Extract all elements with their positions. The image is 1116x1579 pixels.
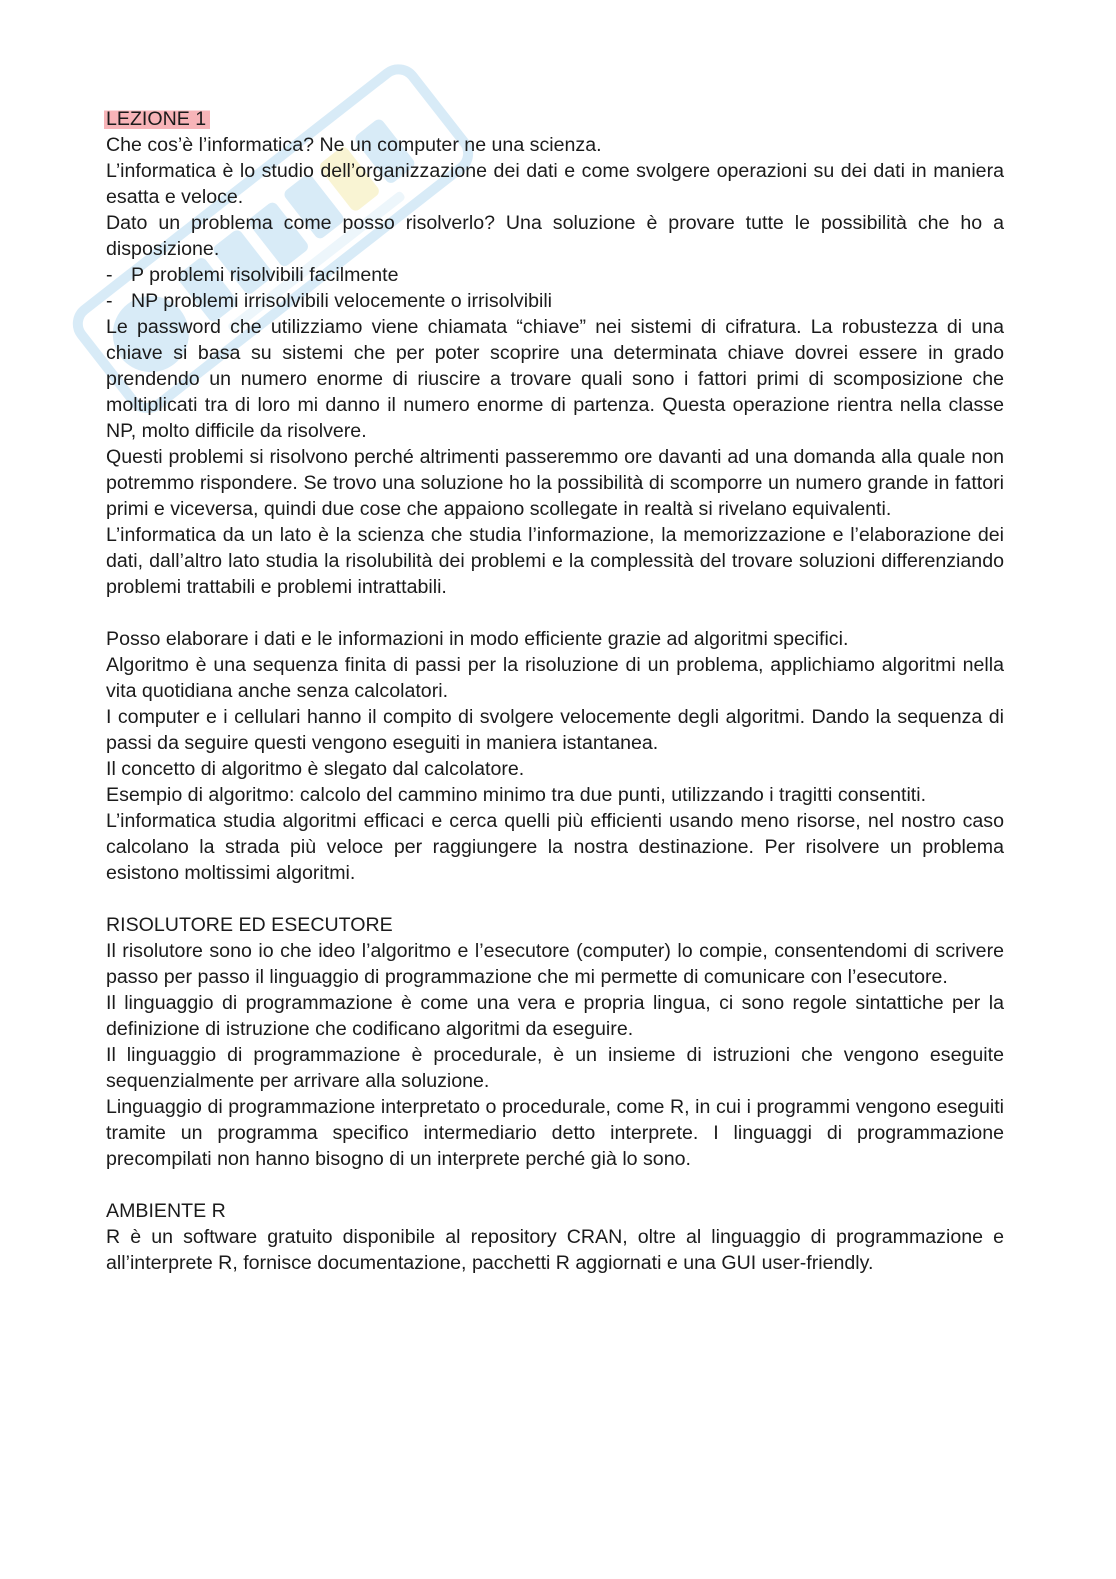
intro-question: Che cos’è l’informatica? Ne un computer ne una scienza. — [106, 134, 602, 156]
section-spacer — [106, 1172, 1004, 1198]
document-page — [106, 106, 1004, 1276]
interpreter-paragraph: Linguaggio di programmazione interpretato o procedurale, come R, in cui i programmi vengono eseguiti tramite un programma specifico intermediario detto interprete. I linguaggi di programmazione precompilati non hanno bisogno di un interprete perché già lo sono. — [106, 1096, 1004, 1170]
informatics-paragraph: L’informatica da un lato è la scienza che studia l’informazione, la memorizzazione e l’elaborazione dei dati, dall’altro lato studia la risolubilità dei problemi e la complessità del trovare soluzioni differenziando problemi trattabili e problemi intrattabili. — [106, 524, 1004, 598]
problems-paragraph: Questi problemi si risolvono perché altrimenti passeremmo ore davanti ad una domanda alla quale non potremmo rispondere. Se trovo una soluzione ho la possibilità di scomporre un numero grande in fattori primi e viceversa, quindi due cose che appaiono scollegate in realtà si rivelano equivalenti. — [106, 446, 1004, 520]
list-item-text: P problemi risolvibili facilmente — [131, 264, 399, 286]
list-item — [106, 262, 1004, 288]
algorithm-definition: Algoritmo è una sequenza finita di passi per la risoluzione di un problema, applichiamo algoritmi nella vita quotidiana anche senza calcolatori. — [106, 654, 1004, 702]
procedural-paragraph: Il linguaggio di programmazione è procedurale, è un insieme di istruzioni che vengono eseguite sequenzialmente per arrivare alla soluzione. — [106, 1044, 1004, 1092]
efficiency-paragraph: L’informatica studia algoritmi efficaci e cerca quelli più efficienti usando meno risorse, nel nostro caso calcolano la strada più veloce per raggiungere la nostra destinazione. Per risolvere un problema esistono moltissimi algoritmi. — [106, 810, 1004, 884]
risolutore-paragraph: Il risolutore sono io che ideo l’algoritmo e l’esecutore (computer) lo compie, consentendomi di scrivere passo per passo il linguaggio di programmazione che mi permette di comunicare con l’esecutore. — [106, 940, 1004, 988]
problem-paragraph: Dato un problema come posso risolverlo? Una soluzione è provare tutte le possibilità che ho a disposizione. — [106, 212, 1004, 260]
algorithms-intro: Posso elaborare i dati e le informazioni in modo efficiente grazie ad algoritmi specifici. — [106, 628, 849, 650]
definition-paragraph: L’informatica è lo studio dell’organizzazione dei dati e come svolgere operazioni su dei dati in maniera esatta e veloce. — [106, 160, 1004, 208]
algorithm-concept: Il concetto di algoritmo è slegato dal calcolatore. — [106, 758, 525, 780]
lesson-title: LEZIONE 1 — [104, 106, 210, 132]
section-spacer — [106, 886, 1004, 912]
section-heading-risolutore: RISOLUTORE ED ESECUTORE — [106, 914, 393, 936]
algorithm-example: Esempio di algoritmo: calcolo del cammino minimo tra due punti, utilizzando i tragitti consentiti. — [106, 784, 927, 806]
section-spacer — [106, 600, 1004, 626]
list-item-text: NP problemi irrisolvibili velocemente o irrisolvibili — [131, 290, 553, 312]
section-heading-ambiente: AMBIENTE R — [106, 1200, 226, 1222]
computers-paragraph: I computer e i cellulari hanno il compito di svolgere velocemente degli algoritmi. Dando la sequenza di passi da seguire questi vengono eseguiti in maniera istantanea. — [106, 706, 1004, 754]
list-item — [106, 288, 1004, 314]
lesson-title-line — [106, 106, 1004, 132]
bullet-dash: - — [106, 290, 113, 312]
language-paragraph: Il linguaggio di programmazione è come una vera e propria lingua, ci sono regole sintattiche per la definizione di istruzione che codificano algoritmi da eseguire. — [106, 992, 1004, 1040]
ambiente-paragraph: R è un software gratuito disponibile al repository CRAN, oltre al linguaggio di programmazione e all’interprete R, fornisce documentazione, pacchetti R aggiornati e una GUI user-friendly. — [106, 1226, 1004, 1274]
password-paragraph: Le password che utilizziamo viene chiamata “chiave” nei sistemi di cifratura. La robustezza di una chiave si basa su sistemi che per poter scoprire una determinata chiave dovrei essere in grado prendendo un numero enorme di riuscire a trovare quali sono i fattori primi di scomposizione che moltiplicati tra di loro mi danno il numero enorme di partenza. Questa operazione rientra nella classe NP, molto difficile da risolvere. — [106, 316, 1004, 442]
bullet-dash: - — [106, 264, 113, 286]
